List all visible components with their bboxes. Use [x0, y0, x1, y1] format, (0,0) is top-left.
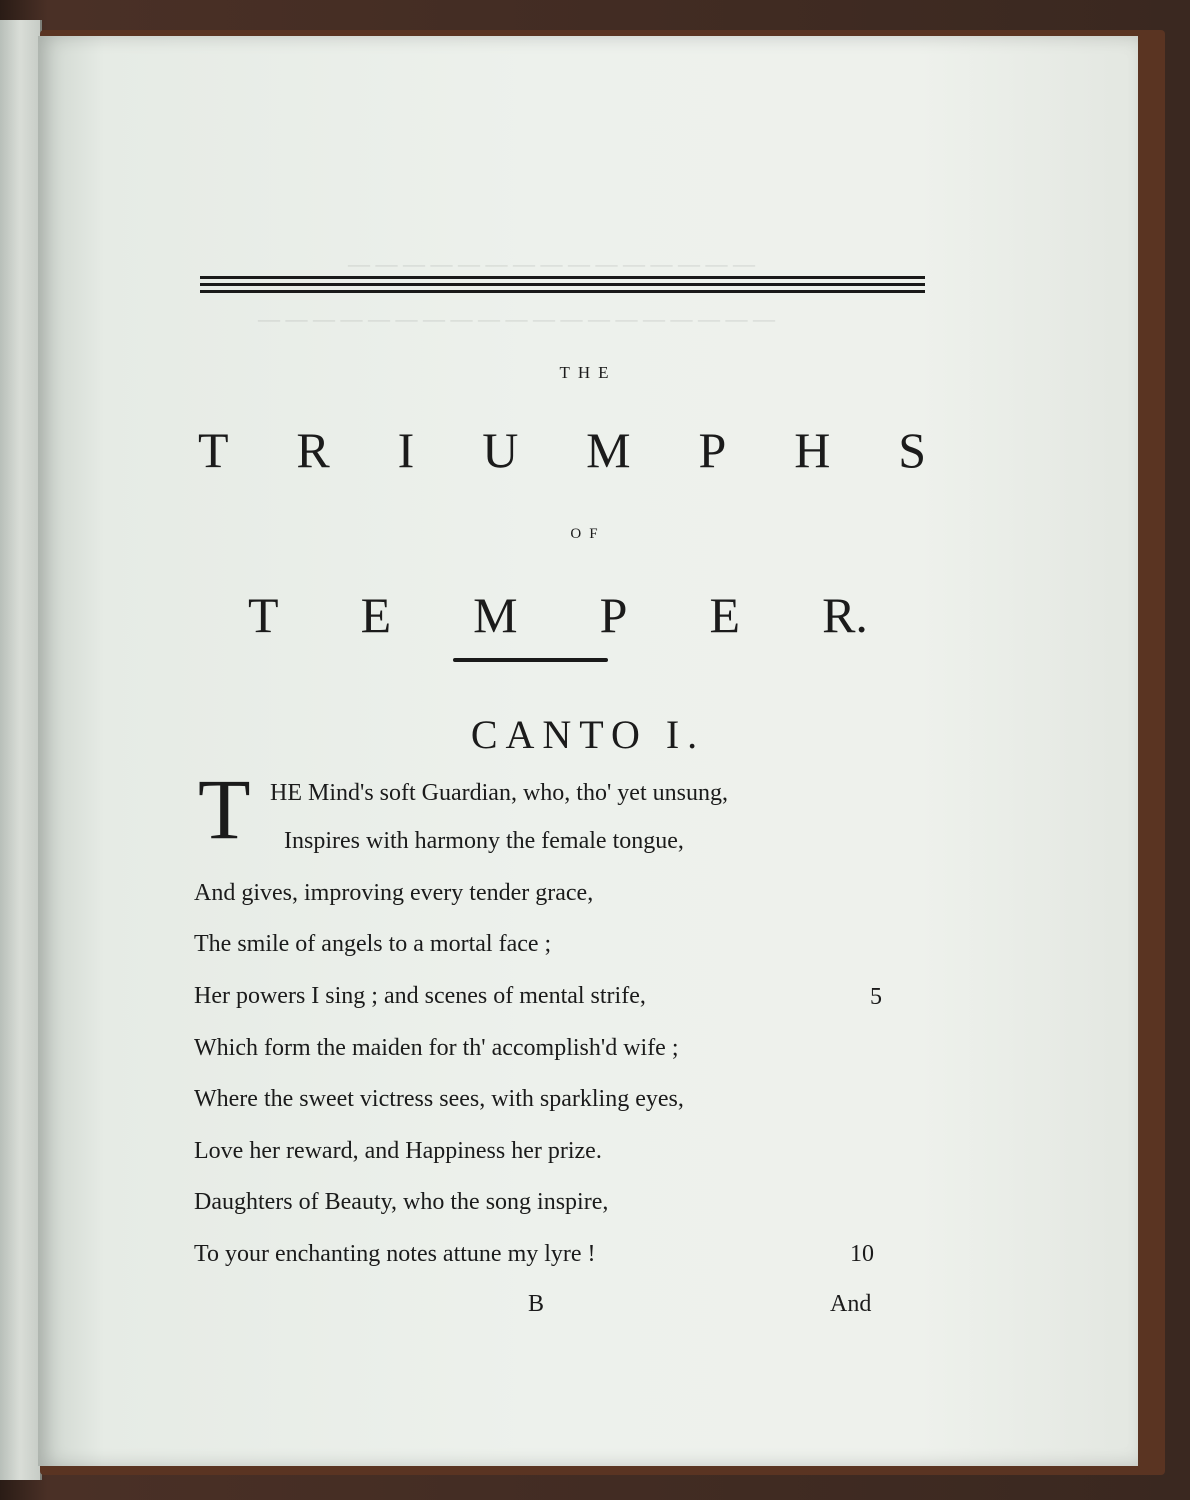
title-letter: U	[482, 422, 519, 478]
subject-letter: E	[709, 587, 741, 643]
verse-line: And gives, improving every tender grace,	[194, 880, 594, 906]
canto-heading: CANTO I.	[470, 712, 706, 757]
subject-letter: T	[248, 587, 279, 643]
subject-letter: P	[599, 587, 628, 643]
title-letter: T	[198, 422, 229, 478]
verse-line: The smile of angels to a mortal face ;	[194, 931, 552, 957]
line-number: 10	[850, 1241, 874, 1267]
pre-title: THE	[559, 363, 617, 382]
drop-cap: T	[198, 761, 251, 857]
signature-mark: B	[528, 1291, 545, 1317]
catchword: And	[830, 1291, 872, 1317]
title-letter: H	[794, 422, 831, 478]
double-rule	[200, 276, 925, 297]
page-title	[198, 421, 926, 479]
verse-line: Daughters of Beauty, who the song inspire,	[194, 1189, 609, 1215]
subject-letter: E	[360, 587, 392, 643]
title-letter: I	[397, 422, 415, 478]
show-through-text: — — — — — — — — — — — — — — —	[348, 251, 755, 276]
title-letter: S	[898, 422, 926, 478]
book-page	[38, 36, 1138, 1466]
subject-letter: M	[473, 587, 518, 643]
subject-letter: R.	[822, 587, 868, 643]
title-letter: R	[296, 422, 330, 478]
title-letter: M	[586, 422, 631, 478]
verse-line: Where the sweet victress sees, with sparkling eyes,	[194, 1086, 684, 1112]
verse-line: Love her reward, and Happiness her prize.	[194, 1138, 602, 1164]
verse-line: HE Mind's soft Guardian, who, tho' yet unsung,	[270, 780, 728, 806]
of-word: OF	[570, 526, 606, 542]
verse-line: To your enchanting notes attune my lyre !	[194, 1241, 596, 1267]
verse-line: Which form the maiden for th' accomplish'd wife ;	[194, 1035, 679, 1061]
facing-page-edge	[0, 20, 42, 1480]
short-rule	[453, 658, 608, 662]
verse-line: Her powers I sing ; and scenes of mental strife,	[194, 983, 646, 1009]
verse-line: Inspires with harmony the female tongue,	[284, 828, 684, 854]
line-number: 5	[870, 984, 882, 1010]
title-subject	[248, 586, 868, 644]
title-letter: P	[698, 422, 727, 478]
show-through-text: — — — — — — — — — — — — — — — — — — —	[258, 306, 775, 331]
